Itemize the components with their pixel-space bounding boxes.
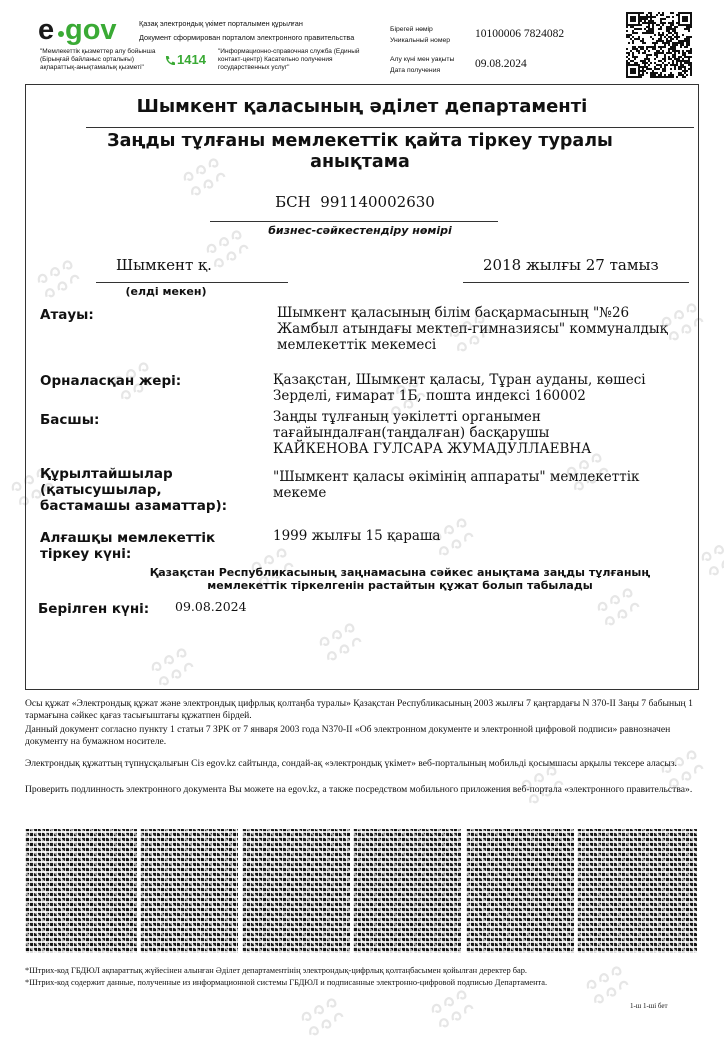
legal-note-kz: Осы құжат «Электрондық құжат және электрондық цифрлық қолтаңба туралы» Қазақстан Республикасының 2003 жылғы 7 қаңтардағы N 370-II Заңы 7 бабының 1 тармағына сәйкес қағаз тасығыштағы құжатпен бірдей. [25, 698, 693, 721]
barcode-block-3 [242, 829, 350, 953]
barcode-block-1 [25, 829, 137, 953]
barcode-block-4 [353, 829, 461, 953]
barcode-block-5 [466, 829, 574, 953]
bin-line [210, 193, 500, 211]
city-rule [96, 282, 288, 283]
field-name-value: Шымкент қаласының білім басқармасының "№26 Жамбыл атындағы мектеп-гимназиясы" коммуналдық мемлекеттік мекемесі [277, 305, 668, 353]
legal-statement: Қазақстан Республикасының заңнамасына сәйкес анықтама заңды тұлғаның мемлекеттік тіркелгенін растайтын құжат болып табылады [149, 566, 651, 592]
qr-code-icon [626, 12, 692, 78]
barcode-note-ru: *Штрих-код содержит данные, полученные из информационной системы ГБДЮЛ и подписанные электронно-цифровой подписью Департамента. [25, 978, 548, 987]
department-name: Шымкент қаласының әділет департаменті [136, 96, 588, 117]
city-caption: (елді мекен) [125, 285, 207, 298]
verify-note-kz: Электрондық құжаттың түпнұсқалығын Сіз egov.kz сайтында, сондай-ақ «электрондық үкімет» веб-порталының мобильді қосымшасы арқылы тексере аласыз. [25, 758, 677, 769]
barcode-note-kz: *Штрих-код ГБДЮЛ ақпараттық жүйесінен алынған Әділет департаментінің электрондық-цифрлық қолтаңбасымен қойылған деректер бар. [25, 966, 528, 975]
unique-label-ru: Уникальный номер [390, 37, 451, 44]
verify-note-ru: Проверить подлинность электронного документа Вы можете на egov.kz, а также посредством мобильного приложения веб-портала «электронного правительства». [25, 784, 693, 795]
bin-label: БСН [275, 193, 311, 211]
service-note-ru: "Информационно-справочная служба (Единый контакт-центр) Касательно получения государственных услуг" [218, 48, 360, 71]
watermark-ornament-icon [425, 986, 479, 1037]
bin-rule [210, 221, 498, 222]
phone-number: 1414 [177, 52, 206, 67]
legal-note-ru: Данный документ согласно пункту 1 статьи 7 ЗРК от 7 января 2003 года N370-II «Об электронном документе и электронной цифровой подписи» равнозначен документу на бумажном носителе. [25, 724, 671, 747]
svg-text:e: e [38, 14, 55, 45]
field-founders-value: "Шымкент қаласы әкімінің аппараты" мемлекеттік мекеме [273, 469, 640, 501]
field-address-label: Орналасқан жері: [40, 373, 182, 389]
phone-icon [164, 54, 176, 72]
date-rule [463, 282, 689, 283]
service-note-kz: "Мемлекеттік қызметтер алу бойынша (Бірыңғай байланыс орталығы) ақпараттық-анықтамалық қызметі" [40, 48, 156, 71]
date-value: 09.08.2024 [475, 58, 527, 70]
document-date: 2018 жылғы 27 тамыз [483, 256, 659, 274]
field-regdate-label: Алғашқы мемлекеттік тіркеу күні: [40, 530, 216, 562]
watermark-ornament-icon [295, 994, 349, 1045]
issued-value: 09.08.2024 [175, 599, 247, 614]
field-founders-label: Құрылтайшылар (қатысушылар, бастамашы азаматтар): [40, 466, 228, 514]
date-label-ru: Дата получения [390, 67, 441, 74]
bin-value: 991140002630 [320, 193, 435, 211]
issued-label: Берілген күні: [38, 601, 150, 617]
field-head-label: Басшы: [40, 412, 100, 428]
svg-text:gov: gov [65, 14, 117, 45]
portal-caption-ru: Документ сформирован порталом электронного правительства [139, 33, 355, 42]
egov-logo-icon [38, 13, 128, 45]
egov-logo [38, 13, 128, 45]
title-rule [86, 127, 694, 128]
field-address-value: Қазақстан, Шымкент қаласы, Тұран ауданы, көшесі Зерделі, ғимарат 1Б, пошта индексі 160002 [273, 372, 646, 404]
portal-caption-kz: Қазақ электрондық үкімет порталымен құрылған [139, 19, 303, 28]
watermark-ornament-icon [695, 534, 724, 585]
date-label-kz: Алу күні мен уақыты [390, 56, 455, 63]
field-regdate-value: 1999 жылғы 15 қараша [273, 528, 441, 544]
page-number: 1-ш 1-ші бет [630, 1002, 668, 1010]
bin-caption: бизнес-сәйкестендіру нөмірі [268, 224, 452, 237]
qr-code [626, 12, 692, 78]
document-title: Заңды тұлғаны мемлекеттік қайта тіркеу туралы анықтама [107, 131, 613, 172]
city: Шымкент қ. [116, 256, 212, 274]
barcode-block-6 [577, 829, 697, 953]
field-head-value: Заңды тұлғаның уәкілетті органымен тағайындалған(таңдалған) басқарушы КАЙКЕНОВА ГУЛСАРА ЖУМАДУЛЛАЕВНА [273, 409, 592, 457]
unique-label-kz: Бірегей нөмір [390, 26, 433, 33]
barcode-block-2 [140, 829, 238, 953]
field-name-label: Атауы: [40, 307, 94, 323]
unique-number: 10100006 7824082 [475, 28, 565, 40]
